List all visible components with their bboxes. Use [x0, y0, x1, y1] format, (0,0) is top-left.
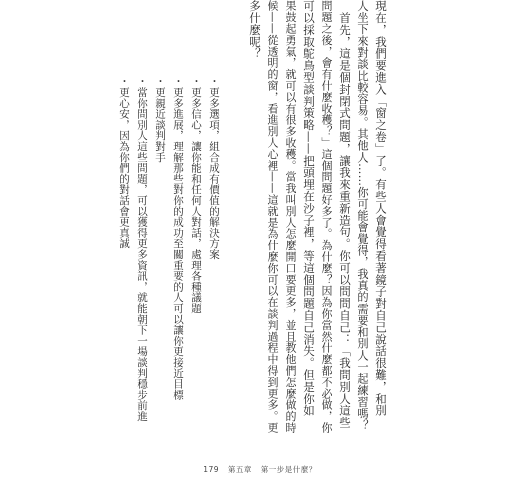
bullet-item: ・更心安，因為你們的對話會更真誠 [118, 76, 130, 249]
body-line: 候——從透明的窗，看進別人心裡——這就是為什麼你可以在談判過程中得到更多。更 [266, 0, 279, 434]
page-number: 179 [203, 465, 220, 474]
body-line: 問題之後，會有什麼收穫？」這個問題好多了。為什麼？因為你當然什麼都不必做，你 [320, 0, 333, 434]
body-line: 現在，我們要進入「窗之卷」了。有些人會覺得看著鏡子對自己說話很難，和別 [374, 0, 388, 417]
bullet-item: ・當你問別人這些問題，可以獲得更多資訊，就能朝下一場談判穩步前進 [136, 76, 148, 422]
body-line: 多什麼呢？ [248, 0, 262, 60]
bullet-item: ・更多信心，讓你能和任何人對話，處理各種議題 [190, 76, 202, 314]
bullet-item: ・更多進展，理解那些對你的成功至關重要的人可以讓你更接近目標 [172, 76, 184, 400]
bullet-item: ・更多選項，組合成有價值的解決方案 [208, 76, 220, 260]
page-footer [0, 464, 520, 475]
chapter-label: 第五章 [227, 465, 252, 474]
body-line: 首先，這是個封閉式問題，讓我來重新造句。你可以問問自己：「我問別人這些 [338, 0, 352, 429]
chapter-title: 第一步是什麼？ [260, 465, 317, 474]
bullet-item: ・更親近談判對手 [154, 76, 166, 163]
body-line: 果鼓起勇氣，就可以有很多收穫。當我叫別人怎麼開口要更多，並且教他們怎麼做的時 [284, 0, 297, 434]
body-line: 可以採取鴕鳥型談判策略——把頭埋在沙子裡，等這個問題自己消失。但是你如 [302, 0, 316, 417]
body-line: 人坐下來對談比較容易。其他人……你可能會覺得，我真的需要和別人一起練習嗎？ [356, 0, 369, 432]
